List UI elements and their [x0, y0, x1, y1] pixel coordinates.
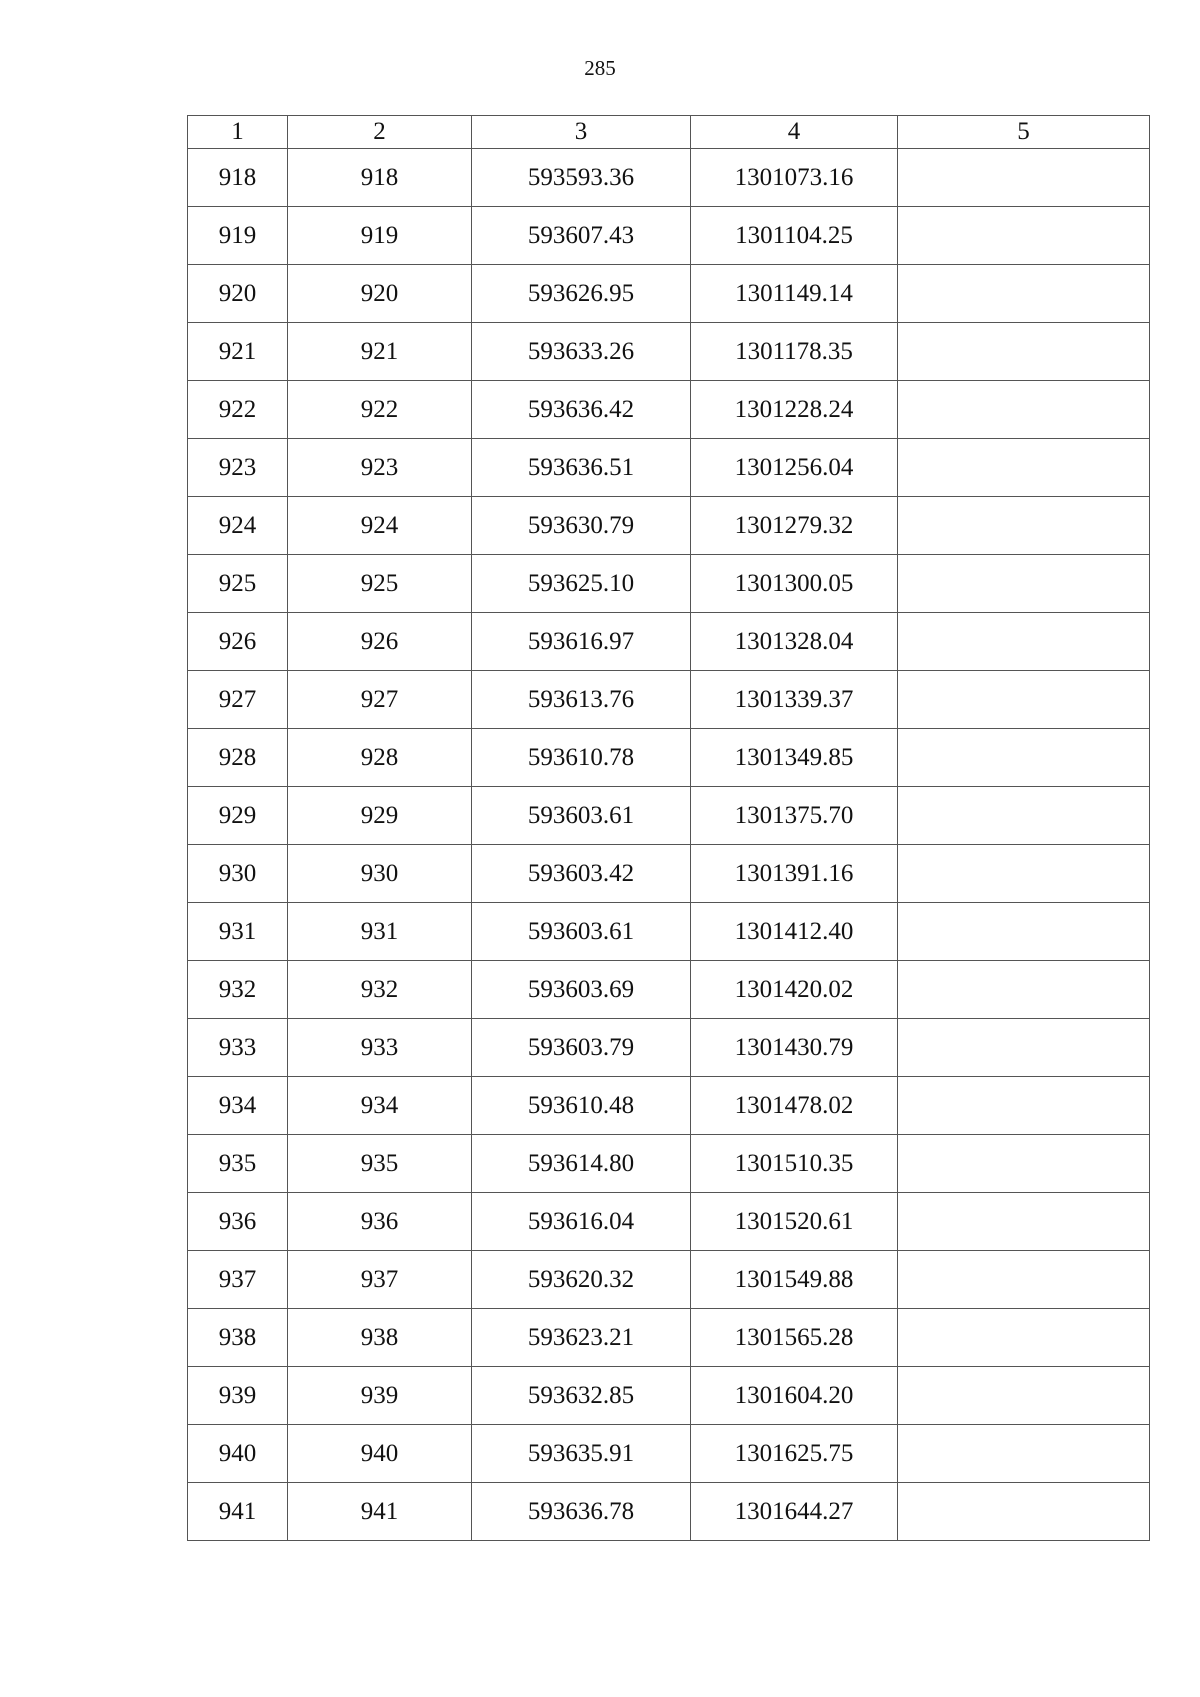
- table-cell-col-3: 593616.04: [472, 1193, 691, 1251]
- column-header: 2: [288, 116, 472, 149]
- table-header: [188, 116, 1150, 149]
- table-cell-col-1: 920: [188, 265, 288, 323]
- table-cell-col-2: 927: [288, 671, 472, 729]
- table-cell-col-3: 593593.36: [472, 149, 691, 207]
- table-cell-col-2: 935: [288, 1135, 472, 1193]
- table-cell-col-2: 923: [288, 439, 472, 497]
- table-cell-col-4: 1301565.28: [691, 1309, 898, 1367]
- table-cell-col-1: 940: [188, 1425, 288, 1483]
- table-cell-col-4: 1301430.79: [691, 1019, 898, 1077]
- table-cell-col-2: 921: [288, 323, 472, 381]
- table-cell-col-4: 1301228.24: [691, 381, 898, 439]
- table-cell-col-2: 925: [288, 555, 472, 613]
- table-cell-col-3: 593636.51: [472, 439, 691, 497]
- table-cell-col-3: 593635.91: [472, 1425, 691, 1483]
- table-cell-col-3: 593636.78: [472, 1483, 691, 1541]
- table-row: [188, 671, 1150, 729]
- table-cell-col-4: 1301625.75: [691, 1425, 898, 1483]
- table-cell-col-1: 937: [188, 1251, 288, 1309]
- table-cell-col-5: [898, 1019, 1150, 1077]
- table-cell-col-3: 593630.79: [472, 497, 691, 555]
- table-cell-col-5: [898, 555, 1150, 613]
- table-row: [188, 729, 1150, 787]
- table-cell-col-4: 1301549.88: [691, 1251, 898, 1309]
- table-cell-col-4: 1301073.16: [691, 149, 898, 207]
- table-cell-col-2: 918: [288, 149, 472, 207]
- table-cell-col-5: [898, 1135, 1150, 1193]
- table-cell-col-1: 919: [188, 207, 288, 265]
- table-cell-col-5: [898, 845, 1150, 903]
- table-cell-col-4: 1301104.25: [691, 207, 898, 265]
- table-cell-col-3: 593623.21: [472, 1309, 691, 1367]
- table-cell-col-3: 593613.76: [472, 671, 691, 729]
- table-cell-col-3: 593626.95: [472, 265, 691, 323]
- table-cell-col-2: 920: [288, 265, 472, 323]
- table-cell-col-3: 593603.61: [472, 787, 691, 845]
- table-cell-col-3: 593610.78: [472, 729, 691, 787]
- table-cell-col-2: 936: [288, 1193, 472, 1251]
- column-header: 1: [188, 116, 288, 149]
- table-cell-col-2: 937: [288, 1251, 472, 1309]
- table-row: [188, 1251, 1150, 1309]
- table-cell-col-1: 925: [188, 555, 288, 613]
- table-cell-col-1: 928: [188, 729, 288, 787]
- table-cell-col-1: 930: [188, 845, 288, 903]
- table-cell-col-3: 593603.79: [472, 1019, 691, 1077]
- table-body: [188, 149, 1150, 1541]
- table-row: [188, 207, 1150, 265]
- table-cell-col-3: 593603.42: [472, 845, 691, 903]
- table-row: [188, 903, 1150, 961]
- table-cell-col-3: 593632.85: [472, 1367, 691, 1425]
- table-cell-col-5: [898, 381, 1150, 439]
- table-cell-col-5: [898, 787, 1150, 845]
- table-row: [188, 961, 1150, 1019]
- table-cell-col-3: 593636.42: [472, 381, 691, 439]
- table-cell-col-3: 593603.61: [472, 903, 691, 961]
- table-row: [188, 1135, 1150, 1193]
- table-row: [188, 439, 1150, 497]
- table-cell-col-4: 1301279.32: [691, 497, 898, 555]
- table-cell-col-3: 593607.43: [472, 207, 691, 265]
- table-row: [188, 1309, 1150, 1367]
- table-cell-col-1: 934: [188, 1077, 288, 1135]
- table-cell-col-4: 1301149.14: [691, 265, 898, 323]
- table-cell-col-1: 935: [188, 1135, 288, 1193]
- table-cell-col-5: [898, 1309, 1150, 1367]
- table-cell-col-2: 932: [288, 961, 472, 1019]
- table-cell-col-4: 1301412.40: [691, 903, 898, 961]
- table-cell-col-4: 1301604.20: [691, 1367, 898, 1425]
- table-cell-col-4: 1301644.27: [691, 1483, 898, 1541]
- table-row: [188, 1193, 1150, 1251]
- table-cell-col-4: 1301328.04: [691, 613, 898, 671]
- table-cell-col-2: 938: [288, 1309, 472, 1367]
- table-cell-col-5: [898, 613, 1150, 671]
- table-cell-col-5: [898, 1193, 1150, 1251]
- table-row: [188, 1425, 1150, 1483]
- table-row: [188, 323, 1150, 381]
- page-number: 285: [584, 56, 616, 80]
- table-cell-col-2: 940: [288, 1425, 472, 1483]
- table-cell-col-4: 1301349.85: [691, 729, 898, 787]
- table-cell-col-5: [898, 903, 1150, 961]
- table-cell-col-5: [898, 497, 1150, 555]
- table-cell-col-2: 930: [288, 845, 472, 903]
- table-cell-col-4: 1301391.16: [691, 845, 898, 903]
- table-cell-col-5: [898, 1483, 1150, 1541]
- table-cell-col-5: [898, 1251, 1150, 1309]
- table-row: [188, 555, 1150, 613]
- table-cell-col-2: 931: [288, 903, 472, 961]
- table-cell-col-2: 922: [288, 381, 472, 439]
- table-cell-col-5: [898, 671, 1150, 729]
- column-header: 5: [898, 116, 1150, 149]
- table-row: [188, 613, 1150, 671]
- table-row: [188, 497, 1150, 555]
- coordinates-table: [187, 115, 1150, 1541]
- table-cell-col-2: 924: [288, 497, 472, 555]
- column-header: 4: [691, 116, 898, 149]
- table-row: [188, 1483, 1150, 1541]
- table-cell-col-4: 1301300.05: [691, 555, 898, 613]
- table-cell-col-2: 933: [288, 1019, 472, 1077]
- table-cell-col-1: 939: [188, 1367, 288, 1425]
- table-cell-col-2: 939: [288, 1367, 472, 1425]
- table-cell-col-1: 932: [188, 961, 288, 1019]
- table-cell-col-2: 926: [288, 613, 472, 671]
- table-cell-col-5: [898, 265, 1150, 323]
- table-cell-col-3: 593620.32: [472, 1251, 691, 1309]
- table-cell-col-5: [898, 1367, 1150, 1425]
- table-row: [188, 265, 1150, 323]
- table-cell-col-5: [898, 323, 1150, 381]
- table-cell-col-1: 926: [188, 613, 288, 671]
- table-cell-col-3: 593625.10: [472, 555, 691, 613]
- table-cell-col-5: [898, 729, 1150, 787]
- table-row: [188, 149, 1150, 207]
- table-cell-col-2: 919: [288, 207, 472, 265]
- table-cell-col-2: 928: [288, 729, 472, 787]
- table-cell-col-4: 1301510.35: [691, 1135, 898, 1193]
- table-cell-col-4: 1301478.02: [691, 1077, 898, 1135]
- table-cell-col-1: 941: [188, 1483, 288, 1541]
- table-cell-col-1: 918: [188, 149, 288, 207]
- table-cell-col-3: 593616.97: [472, 613, 691, 671]
- table-cell-col-1: 938: [188, 1309, 288, 1367]
- table-cell-col-1: 931: [188, 903, 288, 961]
- table-cell-col-1: 933: [188, 1019, 288, 1077]
- table-cell-col-4: 1301339.37: [691, 671, 898, 729]
- table-cell-col-3: 593603.69: [472, 961, 691, 1019]
- table-cell-col-3: 593614.80: [472, 1135, 691, 1193]
- table-row: [188, 1019, 1150, 1077]
- table-cell-col-1: 936: [188, 1193, 288, 1251]
- table-cell-col-4: 1301375.70: [691, 787, 898, 845]
- table-cell-col-2: 929: [288, 787, 472, 845]
- table-row: [188, 845, 1150, 903]
- table-cell-col-1: 924: [188, 497, 288, 555]
- table-cell-col-4: 1301256.04: [691, 439, 898, 497]
- table-cell-col-5: [898, 1077, 1150, 1135]
- table-cell-col-5: [898, 149, 1150, 207]
- table-cell-col-5: [898, 1425, 1150, 1483]
- table-cell-col-5: [898, 439, 1150, 497]
- table-cell-col-2: 941: [288, 1483, 472, 1541]
- table-cell-col-5: [898, 961, 1150, 1019]
- table-cell-col-1: 929: [188, 787, 288, 845]
- table-cell-col-1: 923: [188, 439, 288, 497]
- table-cell-col-1: 922: [188, 381, 288, 439]
- column-header: 3: [472, 116, 691, 149]
- table-row: [188, 1367, 1150, 1425]
- table-cell-col-4: 1301420.02: [691, 961, 898, 1019]
- table-cell-col-1: 921: [188, 323, 288, 381]
- table-cell-col-4: 1301520.61: [691, 1193, 898, 1251]
- table-cell-col-4: 1301178.35: [691, 323, 898, 381]
- table-cell-col-1: 927: [188, 671, 288, 729]
- table-row: [188, 787, 1150, 845]
- table-cell-col-3: 593633.26: [472, 323, 691, 381]
- header-row: [188, 116, 1150, 149]
- table-cell-col-3: 593610.48: [472, 1077, 691, 1135]
- table-cell-col-2: 934: [288, 1077, 472, 1135]
- table-cell-col-5: [898, 207, 1150, 265]
- table-row: [188, 1077, 1150, 1135]
- table-row: [188, 381, 1150, 439]
